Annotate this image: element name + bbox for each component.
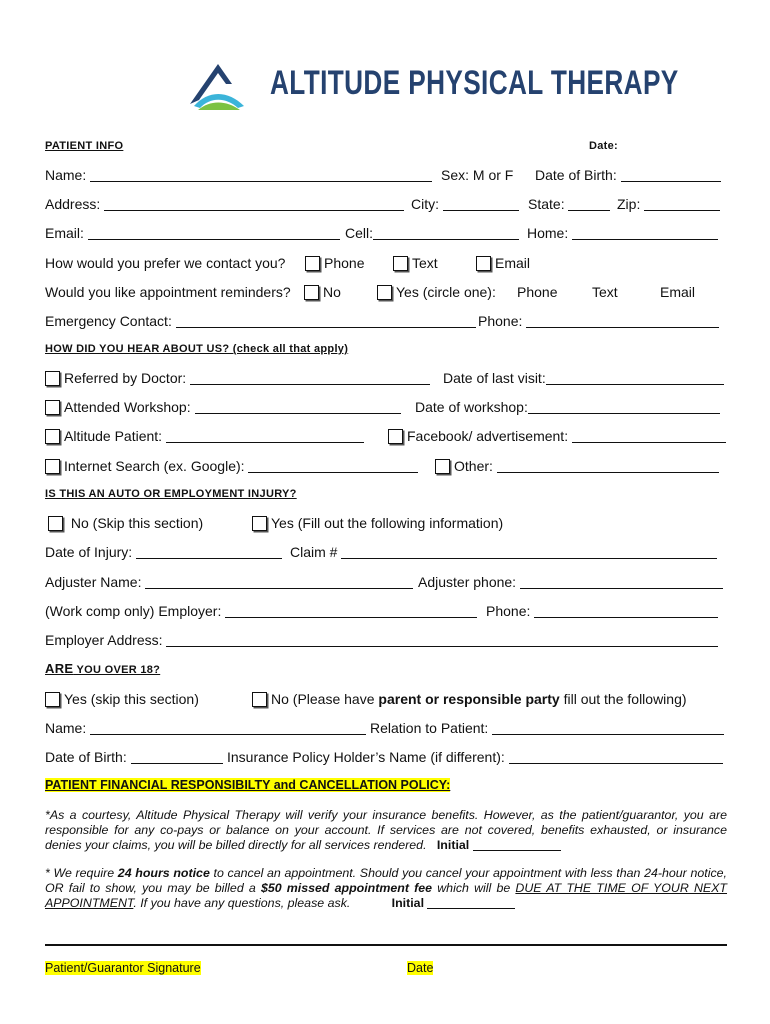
form-date-label: Date: bbox=[589, 140, 619, 152]
policy-text-1: *As a courtesy, Altitude Physical Therapy will verify your insurance benefits. However, as the patient/guarantor, you are responsible for any co-pays or balance on your account. If services are not covered, benefits exhausted, or insurance denies your claims, you will be billed directly for all services rendered. bbox=[45, 808, 727, 852]
reminder-method-text[interactable]: Text bbox=[592, 284, 618, 300]
over18-no-suffix: fill out the following) bbox=[559, 691, 687, 707]
policy-paragraph-2 bbox=[45, 866, 727, 911]
claim-field[interactable] bbox=[341, 544, 717, 559]
reminders-question: Would you like appointment reminders? bbox=[45, 284, 291, 300]
city-field[interactable] bbox=[443, 196, 519, 211]
policy-text-2a: * We require bbox=[45, 866, 118, 880]
facebook-field[interactable] bbox=[572, 428, 726, 443]
policy-text-2g: . If you have any questions, please ask. bbox=[133, 896, 351, 910]
employer-address-field[interactable] bbox=[166, 632, 718, 647]
state-field[interactable] bbox=[568, 196, 610, 211]
employer-address-label: Employer Address: bbox=[45, 632, 163, 648]
other-checkbox[interactable] bbox=[435, 459, 450, 474]
reminder-method-phone[interactable]: Phone bbox=[517, 284, 558, 300]
last-visit-label: Date of last visit: bbox=[443, 370, 546, 386]
signature-line[interactable] bbox=[45, 944, 727, 946]
state-label: State: bbox=[528, 196, 565, 212]
guardian-name-label: Name: bbox=[45, 720, 87, 736]
emergency-phone-label: Phone: bbox=[478, 313, 523, 329]
signature-label: Patient/Guarantor Signature bbox=[45, 961, 201, 975]
last-visit-field[interactable] bbox=[546, 370, 724, 385]
adjuster-phone-label: Adjuster phone: bbox=[418, 574, 517, 590]
initial-label-2: Initial bbox=[391, 896, 425, 910]
adjuster-phone-field[interactable] bbox=[520, 574, 723, 589]
over18-no-bold: parent or responsible party bbox=[378, 691, 560, 707]
contact-text-label: Text bbox=[412, 255, 438, 271]
other-field[interactable] bbox=[497, 458, 719, 473]
employer-field[interactable] bbox=[225, 603, 477, 618]
over18-no-prefix: No (Please have bbox=[271, 691, 379, 707]
employer-phone-label: Phone: bbox=[486, 603, 531, 619]
workshop-field[interactable] bbox=[195, 399, 401, 414]
injury-no-checkbox[interactable] bbox=[48, 516, 63, 531]
email-label: Email: bbox=[45, 225, 84, 241]
reminders-no-label: No bbox=[323, 284, 341, 300]
address-field[interactable] bbox=[104, 196, 404, 211]
internet-field[interactable] bbox=[248, 458, 418, 473]
section-title-patient-info: PATIENT INFO bbox=[45, 140, 124, 152]
contact-phone-checkbox[interactable] bbox=[305, 256, 320, 271]
employer-phone-field[interactable] bbox=[534, 603, 718, 618]
over18-title-are: ARE bbox=[45, 661, 74, 676]
contact-phone-label: Phone bbox=[324, 255, 365, 271]
claim-label: Claim # bbox=[290, 544, 338, 560]
policy-holder-field[interactable] bbox=[509, 749, 723, 764]
workshop-date-label: Date of workshop: bbox=[415, 399, 528, 415]
section-title-injury: IS THIS AN AUTO OR EMPLOYMENT INJURY? bbox=[45, 488, 297, 500]
policy-text-2c: to cancel an appointment. Should you cancel your appointment with less than 24-hour notice, OR fail to show, you may be billed a bbox=[45, 866, 727, 895]
altitude-patient-label: Altitude Patient: bbox=[64, 428, 163, 444]
reminders-no-checkbox[interactable] bbox=[304, 285, 319, 300]
workshop-checkbox[interactable] bbox=[45, 400, 60, 415]
over18-no-checkbox[interactable] bbox=[252, 692, 267, 707]
section-title-over18 bbox=[45, 661, 160, 676]
home-field[interactable] bbox=[572, 225, 718, 240]
reminders-yes-label: Yes (circle one): bbox=[396, 284, 496, 300]
relation-label: Relation to Patient: bbox=[370, 720, 489, 736]
policy-text-2e: which will be bbox=[432, 881, 516, 895]
referred-checkbox[interactable] bbox=[45, 371, 60, 386]
zip-label: Zip: bbox=[617, 196, 641, 212]
policy-text-2f: DUE AT THE TIME OF YOUR NEXT APPOINTMENT bbox=[45, 881, 728, 910]
home-label: Home: bbox=[527, 225, 569, 241]
date-injury-field[interactable] bbox=[136, 544, 282, 559]
cell-field[interactable] bbox=[373, 225, 519, 240]
logo-text: ALTITUDE PHYSICAL THERAPY bbox=[270, 64, 679, 102]
section-title-hear-about: HOW DID YOU HEAR ABOUT US? (check all that apply) bbox=[45, 343, 349, 355]
sex-label[interactable]: Sex: M or F bbox=[441, 167, 514, 183]
mountain-logo-icon bbox=[188, 60, 250, 110]
contact-email-label: Email bbox=[495, 255, 531, 271]
policy-holder-label: Insurance Policy Holder’s Name (if different): bbox=[227, 749, 505, 765]
injury-yes-checkbox[interactable] bbox=[252, 516, 267, 531]
over18-title-rest: YOU OVER 18? bbox=[73, 664, 161, 676]
injury-yes-label: Yes (Fill out the following information) bbox=[271, 515, 504, 531]
name-field[interactable] bbox=[90, 167, 432, 182]
workshop-date-field[interactable] bbox=[528, 399, 720, 414]
contact-email-checkbox[interactable] bbox=[476, 256, 491, 271]
policy-text-2d: $50 missed appointment fee bbox=[260, 881, 433, 895]
section-title-policy: PATIENT FINANCIAL RESPONSIBILTY and CANCELLATION POLICY: bbox=[45, 778, 451, 792]
initial-field-1[interactable] bbox=[473, 839, 561, 851]
email-field[interactable] bbox=[88, 225, 340, 240]
contact-text-checkbox[interactable] bbox=[393, 256, 408, 271]
guardian-dob-label: Date of Birth: bbox=[45, 749, 127, 765]
reminder-method-email[interactable]: Email bbox=[660, 284, 696, 300]
emergency-phone-field[interactable] bbox=[526, 313, 719, 328]
name-label: Name: bbox=[45, 167, 87, 183]
guardian-dob-field[interactable] bbox=[131, 749, 223, 764]
internet-label: Internet Search (ex. Google): bbox=[64, 458, 245, 474]
guardian-name-field[interactable] bbox=[90, 720, 366, 735]
over18-yes-label: Yes (skip this section) bbox=[64, 691, 199, 707]
referred-label: Referred by Doctor: bbox=[64, 370, 187, 386]
city-label: City: bbox=[411, 196, 439, 212]
injury-no-label: No (Skip this section) bbox=[70, 515, 204, 531]
date-injury-label: Date of Injury: bbox=[45, 544, 133, 560]
initial-field-2[interactable] bbox=[427, 897, 515, 909]
over18-yes-checkbox[interactable] bbox=[45, 692, 60, 707]
contact-question: How would you prefer we contact you? bbox=[45, 255, 286, 271]
altitude-patient-field[interactable] bbox=[166, 428, 364, 443]
facebook-checkbox[interactable] bbox=[388, 429, 403, 444]
policy-paragraph-1 bbox=[45, 808, 727, 853]
employer-label: (Work comp only) Employer: bbox=[45, 603, 222, 619]
signature-date-label: Date bbox=[407, 961, 434, 975]
relation-field[interactable] bbox=[492, 720, 724, 735]
reminders-yes-checkbox[interactable] bbox=[377, 285, 392, 300]
dob-field[interactable] bbox=[621, 167, 721, 182]
adjuster-name-label: Adjuster Name: bbox=[45, 574, 142, 590]
emergency-field[interactable] bbox=[176, 313, 476, 328]
workshop-label: Attended Workshop: bbox=[64, 399, 191, 415]
address-label: Address: bbox=[45, 196, 101, 212]
policy-text-2b: 24 hours notice bbox=[117, 866, 210, 880]
referred-field[interactable] bbox=[190, 370, 430, 385]
dob-label: Date of Birth: bbox=[535, 167, 617, 183]
zip-field[interactable] bbox=[644, 196, 720, 211]
adjuster-name-field[interactable] bbox=[145, 574, 413, 589]
cell-label: Cell: bbox=[345, 225, 374, 241]
other-label: Other: bbox=[454, 458, 493, 474]
facebook-label: Facebook/ advertisement: bbox=[407, 428, 569, 444]
emergency-label: Emergency Contact: bbox=[45, 313, 172, 329]
altitude-patient-checkbox[interactable] bbox=[45, 429, 60, 444]
initial-label-1: Initial bbox=[436, 838, 470, 852]
internet-checkbox[interactable] bbox=[45, 459, 60, 474]
